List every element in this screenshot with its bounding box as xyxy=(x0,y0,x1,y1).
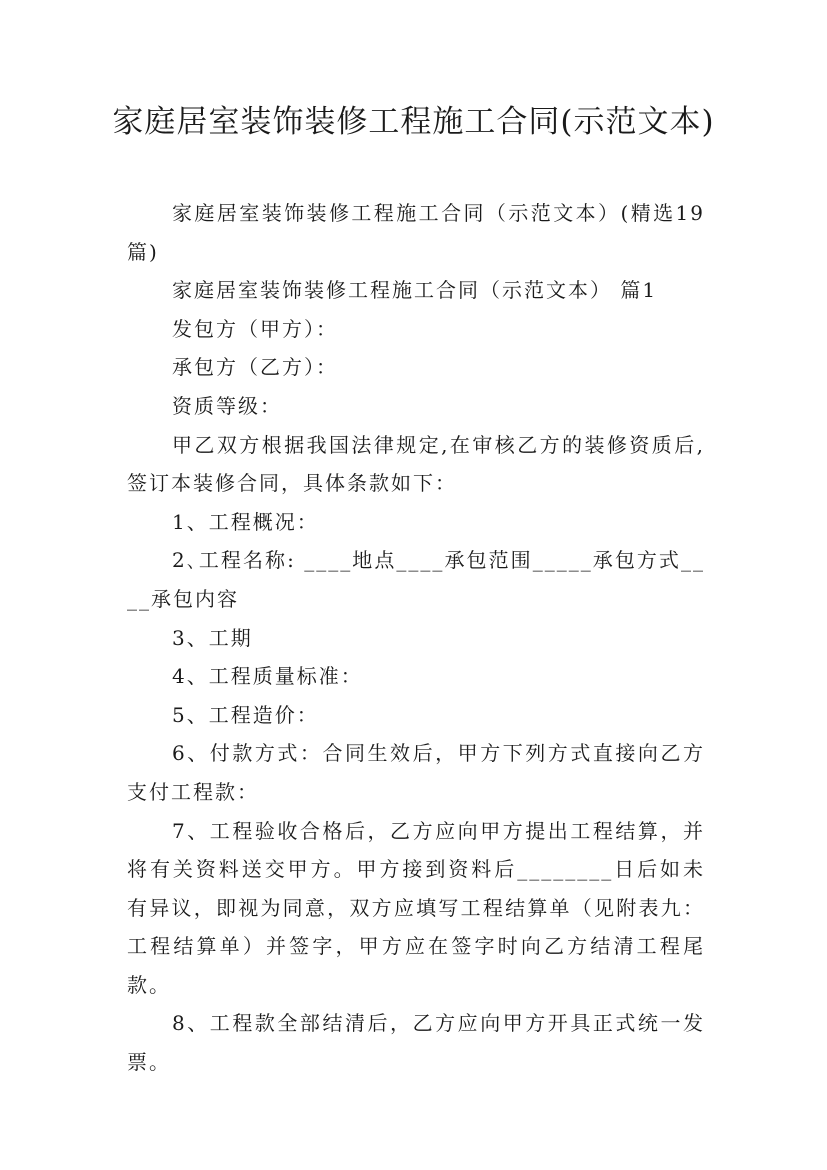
paragraph-clause-4: 4、工程质量标准： xyxy=(172,664,363,689)
paragraph-clause-1: 1、工程概况： xyxy=(172,509,319,534)
paragraph-qualification: 资质等级： xyxy=(172,393,282,418)
paragraph-clause-7: 7、工程验收合格后，乙方应向甲方提出工程结算，并将有关资料送交甲方。甲方接到资料后________日后如未有异议，即视为同意，双方应填写工程结算单（见附表九：工程结算单）并签字，甲方应在签字时向乙方结清工程尾款。 xyxy=(127,818,705,997)
paragraph-clause-2: 2､工程名称: ____地点____承包范围_____承包方式____承包内容 xyxy=(127,548,705,611)
paragraph-clause-8: 8、工程款全部结清后，乙方应向甲方开具正式统一发票。 xyxy=(127,1011,705,1075)
paragraph-clause-6: 6、付款方式：合同生效后，甲方下列方式直接向乙方支付工程款： xyxy=(127,741,705,804)
paragraph-party-a: 发包方（甲方）： xyxy=(172,316,338,341)
document-title: 家庭居室装饰装修工程施工合同(示范文本) xyxy=(112,104,715,140)
paragraph-section-heading: 家庭居室装饰装修工程施工合同（示范文本） 篇1 xyxy=(172,278,658,303)
paragraph-preamble: 甲乙双方根据我国法律规定,在审核乙方的装修资质后,签订本装修合同，具体条款如下： xyxy=(127,432,705,496)
paragraph-clause-3: 3、工期 xyxy=(172,625,253,650)
paragraph-subtitle: 家庭居室装饰装修工程施工合同（示范文本）(精选19篇) xyxy=(127,201,705,264)
paragraph-party-b: 承包方（乙方）： xyxy=(172,355,338,380)
document-body xyxy=(127,194,705,1082)
paragraph-clause-5: 5、工程造价： xyxy=(172,702,319,727)
